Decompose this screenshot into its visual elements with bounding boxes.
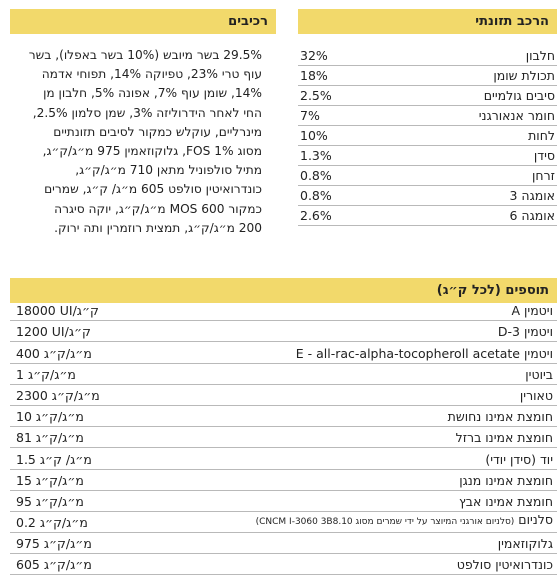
additive-name-cell (520, 386, 553, 405)
additive-name: גלוקוזאמין (497, 536, 553, 552)
additive-value: 975 מ״ג/ק״ג (16, 536, 92, 552)
nutrition-value: 0.8% (300, 188, 332, 203)
additive-name: סלניום (518, 512, 553, 528)
nutrition-value: 2.6% (300, 208, 332, 223)
nutrition-table (298, 46, 557, 226)
additive-name-cell (296, 344, 553, 363)
additive-value: 15 מ״ג/ק״ג (16, 472, 84, 488)
additive-row (10, 300, 557, 321)
nutrition-header (298, 9, 557, 34)
nutrition-label: חלבון (525, 48, 555, 63)
additive-name-cell (459, 471, 553, 490)
nutrition-label: אומגה 6 (509, 208, 555, 223)
additive-name-cell (457, 555, 553, 574)
additives-table (10, 300, 557, 575)
additive-row (10, 427, 557, 448)
nutrition-value: 32% (300, 48, 328, 63)
additive-name-cell (456, 428, 553, 447)
nutrition-value: 1.3% (300, 148, 332, 163)
additive-value: 0.2 מ״ג/ק״ג (16, 515, 88, 531)
additive-row (10, 406, 557, 427)
nutrition-value: 0.8% (300, 168, 332, 183)
additive-name: ביוטין (525, 366, 553, 382)
nutrition-row (298, 66, 557, 86)
additive-row (10, 342, 557, 363)
additive-name-cell (485, 450, 553, 469)
additive-value: 10 מ״ג/ק״ג (16, 409, 84, 425)
nutrition-row (298, 186, 557, 206)
nutrition-label: סידן (533, 148, 555, 163)
additive-value: 400 מ״ג/ק״ג (16, 345, 92, 361)
additive-row (10, 385, 557, 406)
nutrition-row (298, 206, 557, 226)
additive-name-cell (498, 322, 553, 341)
additive-value: 81 מ״ג/ק״ג (16, 430, 84, 446)
additive-name: חומצת אמינו מנגן (459, 472, 553, 488)
additive-name: טאורין (519, 387, 553, 403)
additive-value: 18000 UI/ק״ג (16, 303, 99, 319)
additive-row (10, 321, 557, 342)
additive-value: 1.5 מ״ג/ ק״ג (16, 451, 92, 467)
nutrition-value: 2.5% (300, 88, 332, 103)
nutrition-row (298, 166, 557, 186)
nutrition-title: הרכב תזונתי (475, 14, 549, 29)
ingredients-header (10, 9, 276, 34)
nutrition-value: 10% (300, 128, 328, 143)
additive-value: 1 מ״ג/ק״ג (16, 366, 76, 382)
additive-row (10, 554, 557, 575)
additive-name: חומצת אמינו אבץ (458, 493, 553, 509)
additive-value: 95 מ״ג/ק״ג (16, 493, 84, 509)
additive-name-cell (511, 301, 553, 320)
additive-name-cell (459, 492, 553, 511)
nutrition-value: 18% (300, 68, 328, 83)
additive-row (10, 364, 557, 385)
additive-name: כונדרואיטין סולפט (456, 557, 553, 573)
additive-row (10, 491, 557, 512)
additive-name: ויטמין E - all-rac-alpha-tocopheroll acetate (295, 345, 553, 361)
additive-row (10, 512, 557, 533)
additive-name: יוד (סידן יודי) (485, 451, 553, 467)
additive-name-cell (525, 365, 553, 384)
additive-row (10, 448, 557, 469)
additive-name: חומצת אמינו ברזל (455, 430, 553, 446)
additive-name-cell (498, 534, 553, 553)
additive-value: 2300 מ״ג/ק״ג (16, 387, 100, 403)
nutrition-value: 7% (300, 108, 320, 123)
nutrition-row (298, 146, 557, 166)
ingredients-text: 29.5% בשר מיובש (10% בשר באפלו), בשר עוף טרי 23%, טפיוקה 14%, תפוחי אדמה 14%, שומן עוף 7%, אפונה 5%, חלבון מן החי לאחר הידרוליזה 3%, שמן סלמון 2.5%, מינרליים, עוקלש כמקור לסיבים תזונתיים מסוג FOS 1%, גלוקוזאמין 975 מ״ג/ק״ג, מתיל סולפוניל מתאן 710 מ״ג/ק״ג, כונדרואיטין סולפט 605 מ״ג/ ק״ג, שמרים כמקור MOS 600 מ״ג/ק״ג, יוקה סיגרה 200 מ״ג/ק״ג, תמצית רוזמרין ותה ירוק. (28, 48, 262, 235)
additive-name-cell (256, 510, 553, 532)
nutrition-label: סיבים גולמיים (483, 88, 555, 103)
additive-value: 605 מ״ג/ק״ג (16, 557, 92, 573)
additives-title: תוספים (לכל ק״ג) (436, 283, 549, 298)
nutrition-row (298, 106, 557, 126)
additive-name: ויטמין D-3 (497, 324, 553, 340)
nutrition-label: לחות (528, 128, 555, 143)
additive-name: ויטמין A (511, 303, 553, 319)
additive-name: חומצת אמינו נחושת (447, 409, 553, 425)
nutrition-row (298, 86, 557, 106)
nutrition-row (298, 46, 557, 66)
additive-row (10, 533, 557, 554)
additive-note: (סלניום אורגני המיוצר על ידי שמרים מסוג CNCM I-3060 3B8.10) (255, 517, 515, 528)
nutrition-label: תכולת שומן (493, 68, 555, 83)
nutrition-label: אומגה 3 (509, 188, 555, 203)
nutrition-label: חומר אנאורגני (478, 108, 555, 123)
nutrition-row (298, 126, 557, 146)
additive-value: 1200 UI/ק״ג (16, 324, 91, 340)
ingredients-title: רכיבים (228, 14, 268, 29)
additive-name-cell (448, 407, 553, 426)
additive-row (10, 470, 557, 491)
nutrition-label: זרחן (532, 168, 555, 183)
